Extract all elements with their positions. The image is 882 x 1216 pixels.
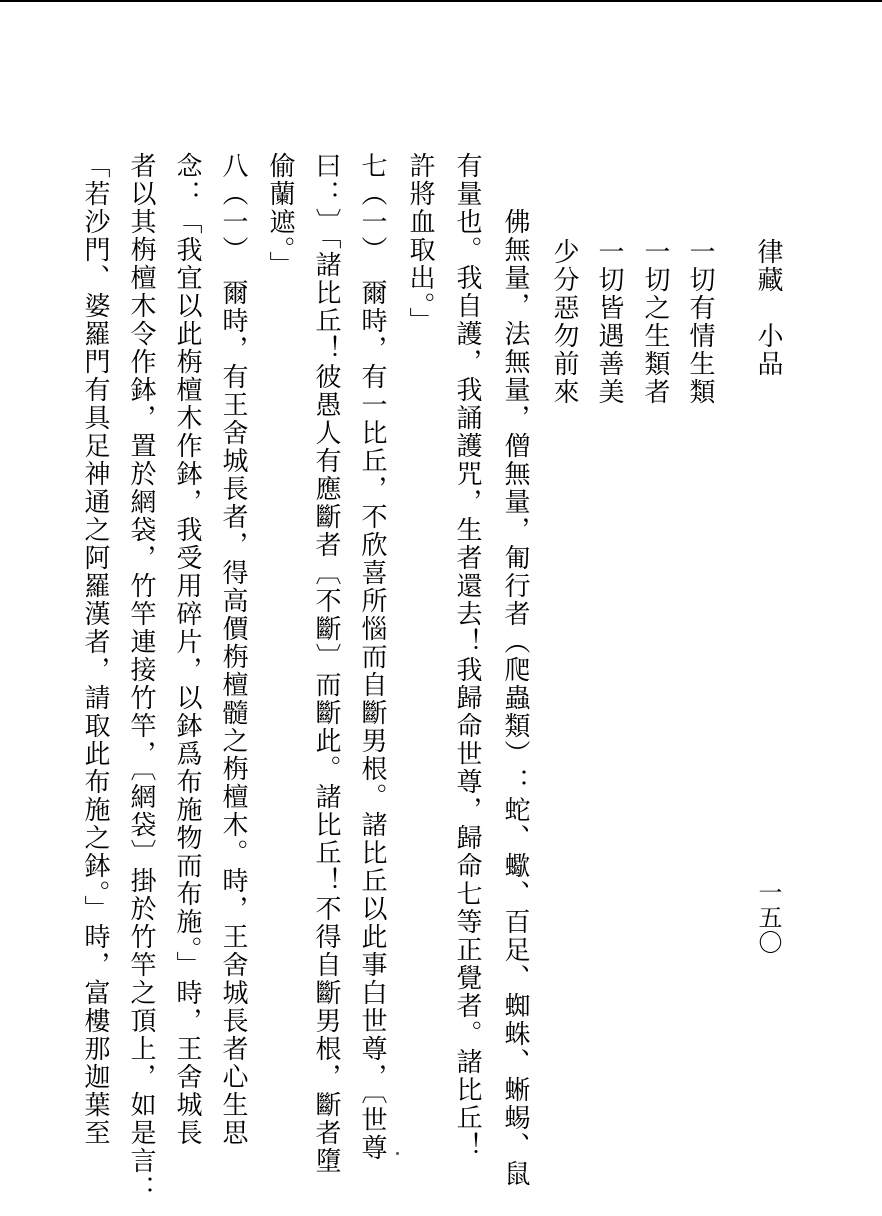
verse-line-3: 一切皆遇善美 <box>594 238 624 406</box>
text-line: 念：「我宜以此栴檀木作鉢，我受用碎片，以鉢爲布施物而布施。」時，王舍城長 <box>172 152 202 1147</box>
text-line: 有量也。我自護，我誦護咒，生者還去！我歸命世尊，歸命七等正覺者。諸比丘！ <box>452 152 482 1160</box>
text-line: 曰：〕「諸比丘！彼愚人有應斷者〔不斷〕而斷此。諸比丘！不得自斷男根，斷者墮 <box>311 152 341 1175</box>
text-line: 許將血取出。」 <box>405 152 435 335</box>
book-title: 律藏 小品 <box>753 238 783 378</box>
text-line: 者以其栴檀木令作鉢，置於網袋，竹竿連接竹竿，〔網袋〕掛於竹竿之頂上，如是言： <box>126 152 156 1203</box>
verse-line-1: 一切有情生類 <box>685 238 715 406</box>
footer-mark <box>396 1152 399 1155</box>
section-8-start: 八（一） 爾時，有王舍城長者，得高價栴檀髓之栴檀木。時，王舍城長者心生思 <box>218 152 248 1147</box>
text-line: 佛無量，法無量，僧無量，匍行者（爬蟲類）：蛇、蠍、百足、蜘蛛、蜥蜴、鼠 <box>500 208 530 1188</box>
verse-line-4: 少分惡勿前來 <box>549 238 579 406</box>
verse-line-2: 一切之生類者 <box>640 238 670 406</box>
page-number: 一五〇 <box>754 880 782 955</box>
text-line: 「若沙門、婆羅門有具足神通之阿羅漢者，請取此布施之鉢。」時，富樓那迦葉至 <box>80 152 110 1147</box>
section-7-start: 七（一） 爾時，有一比丘，不欣喜所惱而自斷男根。諸比丘以此事白世尊，〔世尊 <box>357 152 387 1162</box>
top-border-line <box>0 0 882 2</box>
text-line: 偷蘭遮。」 <box>265 152 295 279</box>
